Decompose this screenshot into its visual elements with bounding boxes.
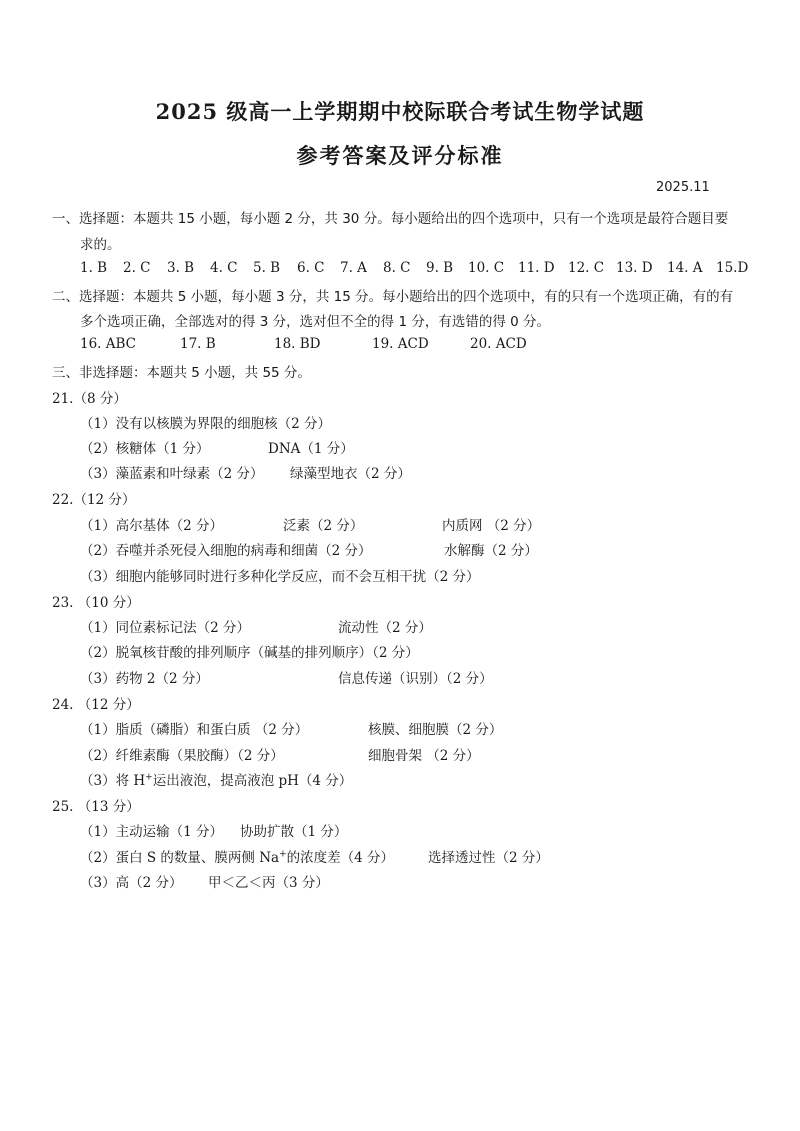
answer-15: 15.D xyxy=(716,260,749,276)
section3-heading: 三、非选择题：本题共 5 小题，共 55 分。 xyxy=(52,365,311,381)
question-22-part2b: 水解酶（2 分） xyxy=(444,543,538,559)
answer-14: 14. A xyxy=(667,260,703,276)
question-22-part1c: 内质网 （2 分） xyxy=(442,518,541,534)
question-22-part2a: （2）吞噬并杀死侵入细胞的病毒和细菌（2 分） xyxy=(80,543,372,559)
answer-11: 11. D xyxy=(518,260,555,276)
question-24-part1b: 核膜、细胞膜（2 分） xyxy=(368,722,503,738)
question-24-part2a: （2）纤维素酶（果胶酶）（2 分） xyxy=(80,748,284,764)
exam-date: 2025.11 xyxy=(656,180,710,195)
question-21-part2b: DNA（1 分） xyxy=(268,441,354,457)
answer-4: 4. C xyxy=(210,260,238,276)
question-21-part1: （1）没有以核膜为界限的细胞核（2 分） xyxy=(80,416,331,432)
answer-7: 7. A xyxy=(340,260,367,276)
question-25-part2a xyxy=(80,846,394,866)
q25-part2a-pre: （2）蛋白 S 的数量、膜两侧 Na xyxy=(80,850,280,866)
question-21-part3b: 绿藻型地衣（2 分） xyxy=(290,466,411,482)
question-24-part2b: 细胞骨架 （2 分） xyxy=(368,748,480,764)
answer-17: 17. B xyxy=(180,336,216,352)
question-23-number: 23. （10 分） xyxy=(52,595,140,611)
question-22-part1b: 泛素（2 分） xyxy=(283,518,364,534)
answer-18: 18. BD xyxy=(274,336,321,352)
question-24-part1a: （1）脂质（磷脂）和蛋白质 （2 分） xyxy=(80,722,309,738)
question-24-number: 24. （12 分） xyxy=(52,697,140,713)
section2-heading-line1: 二、选择题：本题共 5 小题，每小题 3 分，共 15 分。每小题给出的四个选项中，有的只有一个选项正确，有的有 xyxy=(52,289,734,305)
answer-10: 10. C xyxy=(468,260,505,276)
question-22-number: 22.（12 分） xyxy=(52,492,136,508)
question-25-part3a: （3）高（2 分） xyxy=(80,875,183,891)
q25-part2a-superscript: + xyxy=(279,849,287,860)
answer-5: 5. B xyxy=(253,260,281,276)
answer-8: 8. C xyxy=(383,260,411,276)
question-21-number: 21.（8 分） xyxy=(52,391,127,407)
answer-19: 19. ACD xyxy=(372,336,429,352)
question-21-part2a: （2）核糖体（1 分） xyxy=(80,441,210,457)
question-25-part2b: 选择透过性（2 分） xyxy=(428,850,549,866)
question-25-part3b: 甲＜乙＜丙（3 分） xyxy=(208,875,329,891)
page-title: 2025 级高一上学期期中校际联合考试生物学试题 xyxy=(155,99,645,124)
section1-heading-line2: 求的。 xyxy=(80,237,121,253)
question-23-part3b: 信息传递（识别）（2 分） xyxy=(338,671,493,687)
section1-heading-line1: 一、选择题：本题共 15 小题，每小题 2 分，共 30 分。每小题给出的四个选项中，只有一个选项是最符合题目要 xyxy=(52,211,729,227)
answer-16: 16. ABC xyxy=(80,336,137,352)
page-subtitle: 参考答案及评分标准 xyxy=(296,143,504,168)
q24-part3-superscript: + xyxy=(145,772,153,783)
question-23-part1b: 流动性（2 分） xyxy=(338,620,432,636)
question-23-part3a: （3）药物 2（2 分） xyxy=(80,671,209,687)
question-25-part1b: 协助扩散（1 分） xyxy=(240,824,348,840)
q24-part3-post: 运出液泡，提高液泡 pH（4 分） xyxy=(152,773,353,789)
question-21-part3a: （3）藻蓝素和叶绿素（2 分） xyxy=(80,466,264,482)
question-25-part1a: （1）主动运输（1 分） xyxy=(80,824,223,840)
answer-12: 12. C xyxy=(568,260,605,276)
answer-6: 6. C xyxy=(297,260,325,276)
question-25-number: 25. （13 分） xyxy=(52,799,140,815)
question-22-part1a: （1）高尔基体（2 分） xyxy=(80,518,223,534)
q24-part3-pre: （3）将 H xyxy=(80,773,146,789)
question-24-part3 xyxy=(80,769,352,789)
question-22-part3: （3）细胞内能够同时进行多种化学反应，而不会互相干扰（2 分） xyxy=(80,569,480,585)
answer-2: 2. C xyxy=(123,260,151,276)
q25-part2a-post: 的浓度差（4 分） xyxy=(286,850,395,866)
answer-1: 1. B xyxy=(80,260,108,276)
answer-9: 9. B xyxy=(426,260,454,276)
section2-heading-line2: 多个选项正确，全部选对的得 3 分，选对但不全的得 1 分，有选错的得 0 分。 xyxy=(80,314,551,330)
answer-13: 13. D xyxy=(616,260,653,276)
question-23-part1a: （1）同位素标记法（2 分） xyxy=(80,620,250,636)
question-23-part2: （2）脱氧核苷酸的排列顺序（碱基的排列顺序）（2 分） xyxy=(80,645,419,661)
answer-20: 20. ACD xyxy=(470,336,527,352)
answer-3: 3. B xyxy=(167,260,195,276)
